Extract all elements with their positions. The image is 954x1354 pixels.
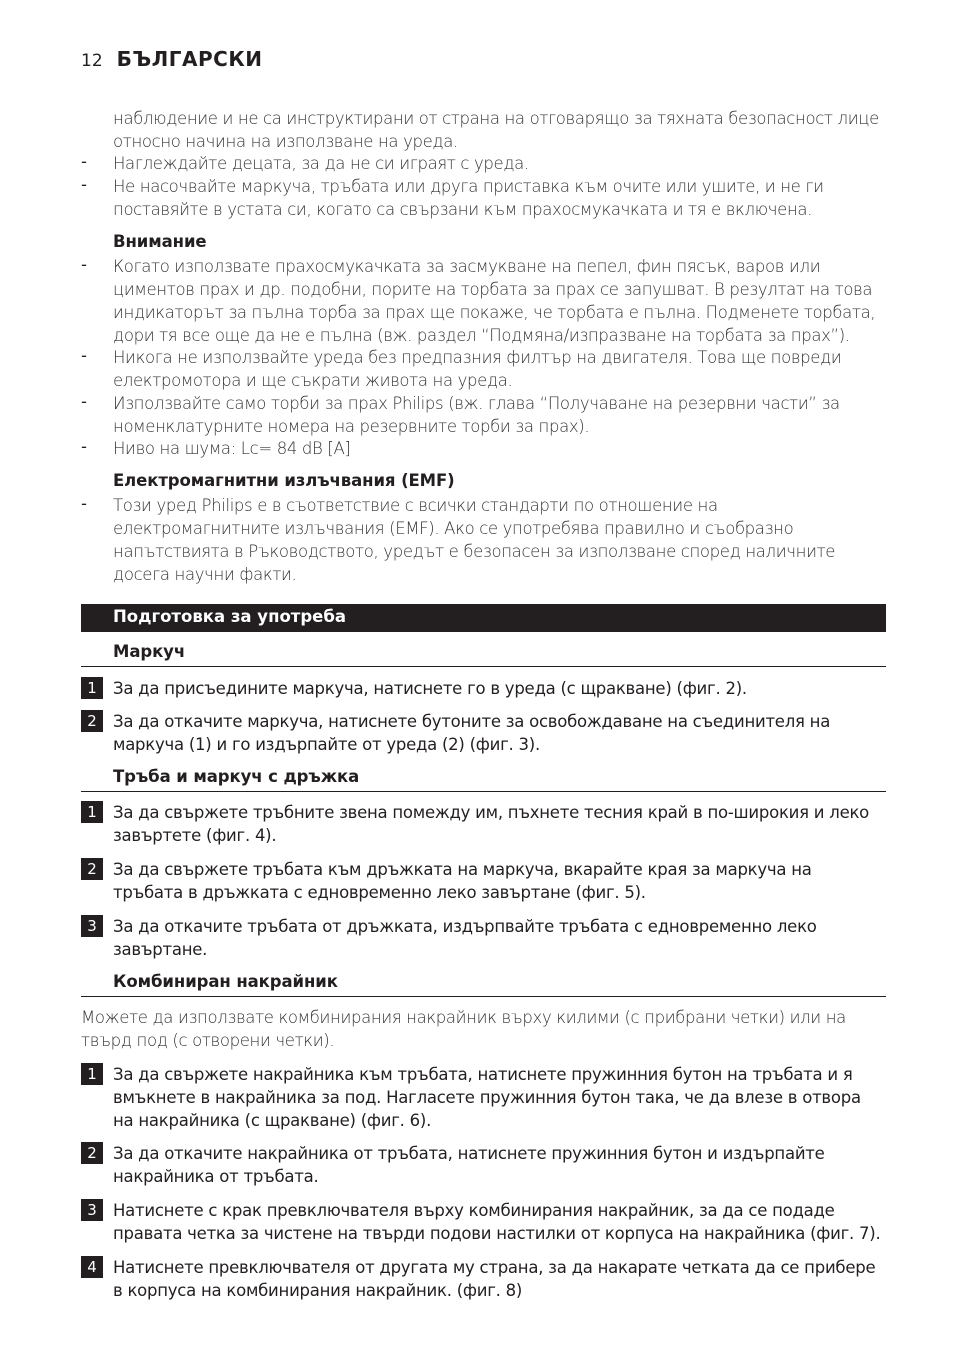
page-header xyxy=(81,47,262,77)
step-number: 1 xyxy=(81,677,103,699)
bullet-dash: - xyxy=(81,255,87,274)
step-number: 3 xyxy=(81,915,103,937)
page-number: 12 xyxy=(81,51,103,71)
hose-title: Маркуч xyxy=(113,642,186,661)
section-heading: Подготовка за употреба xyxy=(113,607,347,626)
step-number: 2 xyxy=(81,858,103,880)
step-text: За да присъедините маркуча, натиснете го в уреда (с щракване) (фиг. 2). xyxy=(113,679,747,698)
intro-item: Не насочвайте маркуча, тръбата или друга приставка към очите или ушите, и не ги поставяйте в устата си, когато са свързани към прахосмукачката и тя е включена. xyxy=(113,177,824,219)
step-number: 2 xyxy=(81,710,103,732)
caution-item: Ниво на шума: Lc= 84 dB [A] xyxy=(113,439,351,458)
step-number: 2 xyxy=(81,1142,103,1164)
divider xyxy=(81,791,886,792)
language-title: БЪЛГАРСКИ xyxy=(116,47,263,71)
intro-continuation: наблюдение и не са инструктирани от страна на отговарящо за тяхната безопасност лице относно начина на използване на уреда. xyxy=(113,109,879,151)
step-number: 1 xyxy=(81,801,103,823)
caution-item: Използвайте само торби за прах Philips (вж. глава “Получаване на резервни части” за номенклатурните номера на резервните торби за прах). xyxy=(113,394,840,436)
intro-item: Наглеждайте децата, за да не си играят с уреда. xyxy=(113,154,529,173)
step-text: Натиснете с крак превключвателя върху комбинирания накрайник, за да се подаде правата четка за чистене на твърди подови настилки от корпуса на накрайника (фиг. 7). xyxy=(113,1201,881,1243)
divider xyxy=(81,666,886,667)
bullet-dash: - xyxy=(81,392,87,411)
nozzle-intro: Можете да използвате комбинирания накрайник върху килими (с прибрани четки) или на твърд под (с отворени четки). xyxy=(81,1008,846,1050)
divider xyxy=(81,996,886,997)
step-text: За да свържете накрайника към тръбата, натиснете пружинния бутон на тръбата и я вмъкнете в накрайника за под. Нагласете пружинния бутон така, че да влезе в отвора на накрайника (с щракване) (фиг. 6). xyxy=(113,1065,861,1130)
step-text: За да свържете тръбата към дръжката на маркуча, вкарайте края за маркуча на тръбата в дръжката с едновременно леко завъртане (фиг. 5). xyxy=(113,860,812,902)
bullet-dash: - xyxy=(81,152,87,171)
step-text: За да откачите маркуча, натиснете бутоните за освобождаване на съединителя на маркуча (1) и го издърпайте от уреда (2) (фиг. 3). xyxy=(113,712,831,754)
bullet-dash: - xyxy=(81,346,87,365)
step-number: 1 xyxy=(81,1063,103,1085)
caution-item: Когато използвате прахосмукачката за засмукване на пепел, фин пясък, варов или циментов прах и др. подобни, порите на торбата за прах се запушват. В резултат на това индикаторът за пълна торба за прах ще покаже, че торбата е пълна. Подменете торбата, дори тя все още да не е пълна (вж. раздел “Подмяна/изпразване на торбата за прах”). xyxy=(113,257,876,345)
caution-item: Никога не използвайте уреда без предпазния филтър на двигателя. Това ще повреди електромотора и ще съкрати живота на уреда. xyxy=(113,348,842,390)
step-number: 3 xyxy=(81,1199,103,1221)
step-text: Натиснете превключвателя от другата му страна, за да накарате четката да се прибере в корпуса на комбинирания накрайник. (фиг. 8) xyxy=(113,1258,876,1300)
bullet-dash: - xyxy=(81,437,87,456)
bullet-dash: - xyxy=(81,175,87,194)
caution-title: Внимание xyxy=(113,232,207,251)
step-text: За да свържете тръбните звена помежду им, пъхнете тесния край в по-широкия и леко завъртете (фиг. 4). xyxy=(113,803,870,845)
nozzle-title: Комбиниран накрайник xyxy=(113,972,338,991)
bullet-dash: - xyxy=(81,494,87,513)
step-text: За да откачите тръбата от дръжката, издърпвайте тръбата с едновременно леко завъртане. xyxy=(113,917,817,959)
tube-title: Тръба и маркуч с дръжка xyxy=(113,767,360,786)
emf-title: Електромагнитни излъчвания (EMF) xyxy=(113,471,455,490)
section-heading-bar xyxy=(81,604,886,632)
step-text: За да откачите накрайника от тръбата, натиснете пружинния бутон и издърпайте накрайника от тръбата. xyxy=(113,1144,825,1186)
step-number: 4 xyxy=(81,1256,103,1278)
emf-item: Този уред Philips е в съответствие с всички стандарти по отношение на електромагнитните излъчвания (EMF). Ако се употребява правилно и съобразно напътствията в Ръководството, уредът е безопасен за използване според наличните досега научни факти. xyxy=(113,496,836,584)
